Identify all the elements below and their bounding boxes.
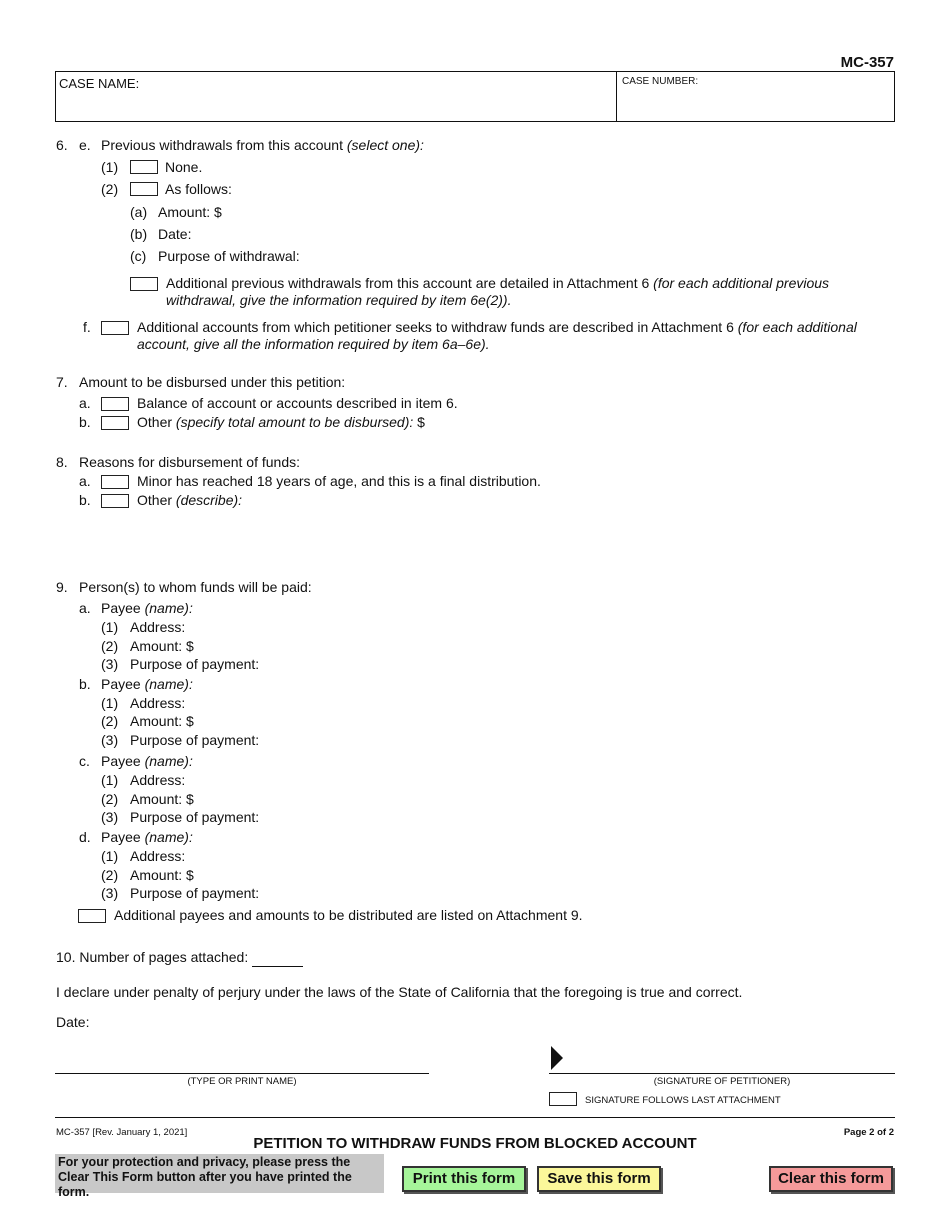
payee-c-name-label: Payee (name):: [101, 753, 193, 769]
additional-withdrawals-checkbox[interactable]: [130, 277, 158, 291]
item6e-letter: e.: [79, 137, 91, 153]
additional-payees-label: Additional payees and amounts to be distributed are listed on Attachment 9.: [114, 907, 583, 923]
payee-b-amount-num: (2): [101, 713, 119, 729]
minor-18-checkbox[interactable]: [101, 475, 129, 489]
payee-c-amount-num: (2): [101, 791, 119, 807]
payee-d-purpose-num: (3): [101, 885, 119, 901]
payee-c-purpose-num: (3): [101, 809, 119, 825]
item6f-letter: f.: [83, 319, 91, 335]
signature-follows-checkbox[interactable]: [549, 1092, 577, 1106]
payee-d-address-label: Address:: [130, 848, 186, 864]
additional-accounts-checkbox[interactable]: [101, 321, 129, 335]
payee-a-amount-num: (2): [101, 638, 119, 654]
payee-a-purpose-num: (3): [101, 656, 119, 672]
additional-accounts-line1: Additional accounts from which petitioner seeks to withdraw funds are described in Attachment 6 (for each additional: [137, 319, 857, 335]
payee-c-amount-label: Amount: $: [130, 791, 194, 807]
payee-b-address-num: (1): [101, 695, 119, 711]
item9-text: Person(s) to whom funds will be paid:: [79, 579, 312, 595]
payee-d-amount-num: (2): [101, 867, 119, 883]
withdrawal-amount-letter: (a): [130, 204, 148, 220]
other-reason-label: Other (describe):: [137, 492, 243, 508]
withdrawal-amount-label: Amount: $: [158, 204, 222, 220]
none-checkbox[interactable]: [130, 160, 158, 174]
payee-a-name-label: Payee (name):: [101, 600, 193, 616]
form-id: MC-357: [840, 54, 894, 71]
payee-b-purpose-num: (3): [101, 732, 119, 748]
footer-divider: [55, 1117, 895, 1118]
withdrawal-purpose-letter: (c): [130, 248, 147, 264]
payee-c-letter: c.: [79, 753, 90, 769]
payee-a-address-label: Address:: [130, 619, 186, 635]
form-title: PETITION TO WITHDRAW FUNDS FROM BLOCKED ACCOUNT: [253, 1135, 697, 1152]
payee-b-name-label: Payee (name):: [101, 676, 193, 692]
save-button[interactable]: Save this form: [537, 1166, 661, 1192]
none-label: None.: [165, 159, 203, 175]
balance-label: Balance of account or accounts described in item 6.: [137, 395, 458, 411]
payee-d-amount-label: Amount: $: [130, 867, 194, 883]
signature-line[interactable]: [549, 1073, 895, 1074]
payee-b-letter: b.: [79, 676, 91, 692]
item8b-letter: b.: [79, 492, 91, 508]
withdrawal-purpose-label: Purpose of withdrawal:: [158, 248, 300, 264]
case-number-field[interactable]: [616, 73, 892, 119]
item6-number: 6.: [56, 137, 68, 153]
as-follows-label: As follows:: [165, 181, 232, 197]
withdrawal-date-letter: (b): [130, 226, 148, 242]
withdrawal-date-label: Date:: [158, 226, 192, 242]
payee-b-address-label: Address:: [130, 695, 186, 711]
date-label: Date:: [56, 1014, 90, 1030]
type-name-line[interactable]: [55, 1073, 429, 1074]
payee-a-amount-label: Amount: $: [130, 638, 194, 654]
other-amount-checkbox[interactable]: [101, 416, 129, 430]
petitioner-signature-label: (SIGNATURE OF PETITIONER): [653, 1076, 791, 1087]
other-reason-checkbox[interactable]: [101, 494, 129, 508]
item6e-opt2-number: (2): [101, 181, 119, 197]
payee-a-address-num: (1): [101, 619, 119, 635]
clear-button[interactable]: Clear this form: [769, 1166, 893, 1192]
payee-b-amount-label: Amount: $: [130, 713, 194, 729]
payee-d-letter: d.: [79, 829, 91, 845]
as-follows-checkbox[interactable]: [130, 182, 158, 196]
payee-d-address-num: (1): [101, 848, 119, 864]
payee-d-purpose-label: Purpose of payment:: [130, 885, 260, 901]
declaration-text: I declare under penalty of perjury under the laws of the State of California that the foregoing is true and correct.: [56, 984, 743, 1000]
item7a-letter: a.: [79, 395, 91, 411]
print-button[interactable]: Print this form: [402, 1166, 526, 1192]
item7b-letter: b.: [79, 414, 91, 430]
payee-c-purpose-label: Purpose of payment:: [130, 809, 260, 825]
item9-number: 9.: [56, 579, 68, 595]
case-name-label: CASE NAME:: [59, 76, 140, 91]
item6e-text: Previous withdrawals from this account (select one):: [101, 137, 424, 153]
item7-number: 7.: [56, 374, 68, 390]
revision-label: MC-357 [Rev. January 1, 2021]: [56, 1127, 188, 1138]
signature-arrow-icon: [549, 1045, 565, 1073]
payee-d-name-label: Payee (name):: [101, 829, 193, 845]
signature-follows-label: SIGNATURE FOLLOWS LAST ATTACHMENT: [585, 1095, 781, 1106]
item8-number: 8.: [56, 454, 68, 470]
additional-withdrawals-line2: withdrawal, give the information required by item 6e(2)).: [166, 292, 512, 308]
payee-c-address-num: (1): [101, 772, 119, 788]
type-name-label: (TYPE OR PRINT NAME): [187, 1076, 297, 1087]
payee-a-letter: a.: [79, 600, 91, 616]
other-amount-label: Other (specify total amount to be disbursed): $: [137, 414, 425, 430]
item10-label: 10. Number of pages attached:: [56, 949, 249, 965]
item8a-letter: a.: [79, 473, 91, 489]
case-name-field[interactable]: [56, 72, 617, 121]
item8-text: Reasons for disbursement of funds:: [79, 454, 301, 470]
pages-attached-field[interactable]: [252, 966, 303, 967]
item6e-opt1-number: (1): [101, 159, 119, 175]
balance-checkbox[interactable]: [101, 397, 129, 411]
page-number: Page 2 of 2: [843, 1127, 894, 1138]
privacy-notice: For your protection and privacy, please press the Clear This Form button after you have printed the form.: [55, 1154, 384, 1193]
payee-b-purpose-label: Purpose of payment:: [130, 732, 260, 748]
case-number-label: CASE NUMBER:: [622, 76, 699, 87]
minor-18-label: Minor has reached 18 years of age, and this is a final distribution.: [137, 473, 541, 489]
additional-withdrawals-line1: Additional previous withdrawals from this account are detailed in Attachment 6 (for each additional previous: [166, 275, 830, 291]
payee-a-purpose-label: Purpose of payment:: [130, 656, 260, 672]
additional-payees-checkbox[interactable]: [78, 909, 106, 923]
additional-accounts-line2: account, give all the information required by item 6a–6e).: [137, 336, 490, 352]
payee-c-address-label: Address:: [130, 772, 186, 788]
item7-text: Amount to be disbursed under this petition:: [79, 374, 346, 390]
